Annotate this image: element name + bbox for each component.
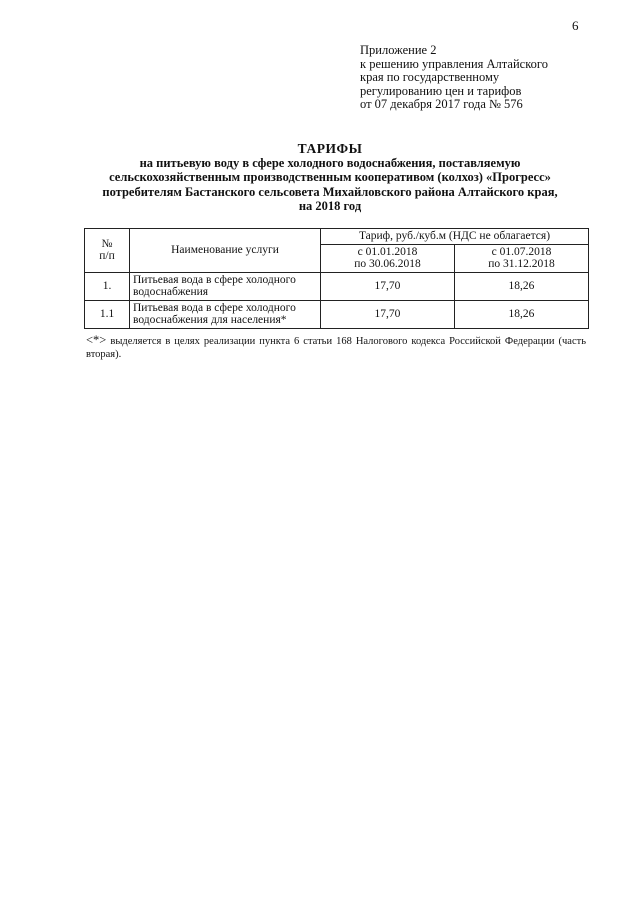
header-number-symbol: №	[101, 237, 113, 250]
row-number: 1.	[85, 272, 130, 300]
header-tariff: Тариф, руб./куб.м (НДС не облагается)	[321, 229, 589, 245]
footnote	[86, 334, 586, 361]
title-line: на питьевую воду в сфере холодного водоснабжения, поставляемую	[139, 156, 521, 171]
tariff-value: 18,26	[454, 272, 588, 300]
period-from: с 01.01.2018	[357, 245, 418, 258]
header-number	[85, 229, 130, 273]
service-name-line: Питьевая вода в сфере холодного	[133, 301, 296, 314]
row-service-name	[130, 300, 321, 328]
table-row	[85, 300, 589, 328]
table-header-row	[85, 229, 589, 245]
tariff-value: 18,26	[454, 300, 588, 328]
tariff-value: 17,70	[321, 300, 455, 328]
annex-line: регулированию цен и тарифов	[360, 83, 522, 98]
main-title: ТАРИФЫ	[297, 141, 363, 156]
footnote-mark: <*>	[86, 333, 107, 347]
annex-line: края по государственному	[360, 70, 500, 84]
annex-line: к решению управления Алтайского	[360, 56, 548, 71]
period-to: по 30.06.2018	[354, 258, 421, 270]
period-first-half	[321, 244, 455, 272]
document-title	[60, 142, 600, 213]
title-line: сельскохозяйственным производственным кооперативом (колхоз) «Прогресс»	[109, 170, 551, 185]
period-second-half	[454, 244, 588, 272]
annex-line: от 07 декабря 2017 года № 576	[360, 97, 523, 111]
annex-line: Приложение 2	[360, 43, 437, 57]
tariff-table	[84, 228, 589, 329]
period-from: с 01.07.2018	[491, 245, 552, 258]
tariff-value: 17,70	[321, 272, 455, 300]
row-number: 1.1	[85, 300, 130, 328]
page-number: 6	[572, 18, 579, 33]
row-service-name	[130, 272, 321, 300]
title-line: на 2018 год	[298, 198, 362, 213]
service-name-line: Питьевая вода в сфере холодного	[133, 273, 296, 286]
annex-header	[360, 44, 548, 112]
service-name-line: водоснабжения	[133, 286, 209, 298]
title-line: потребителям Бастанского сельсовета Михайловского района Алтайского края,	[102, 184, 558, 199]
footnote-text: выделяется в целях реализации пункта 6 статьи 168 Налогового кодекса Российской Федерации (часть вторая).	[86, 336, 587, 360]
period-to: по 31.12.2018	[488, 258, 555, 270]
table-row	[85, 272, 589, 300]
header-service-name: Наименование услуги	[130, 229, 321, 273]
header-number-abbr: п/п	[99, 250, 115, 263]
service-name-line: водоснабжения для населения*	[133, 314, 287, 326]
